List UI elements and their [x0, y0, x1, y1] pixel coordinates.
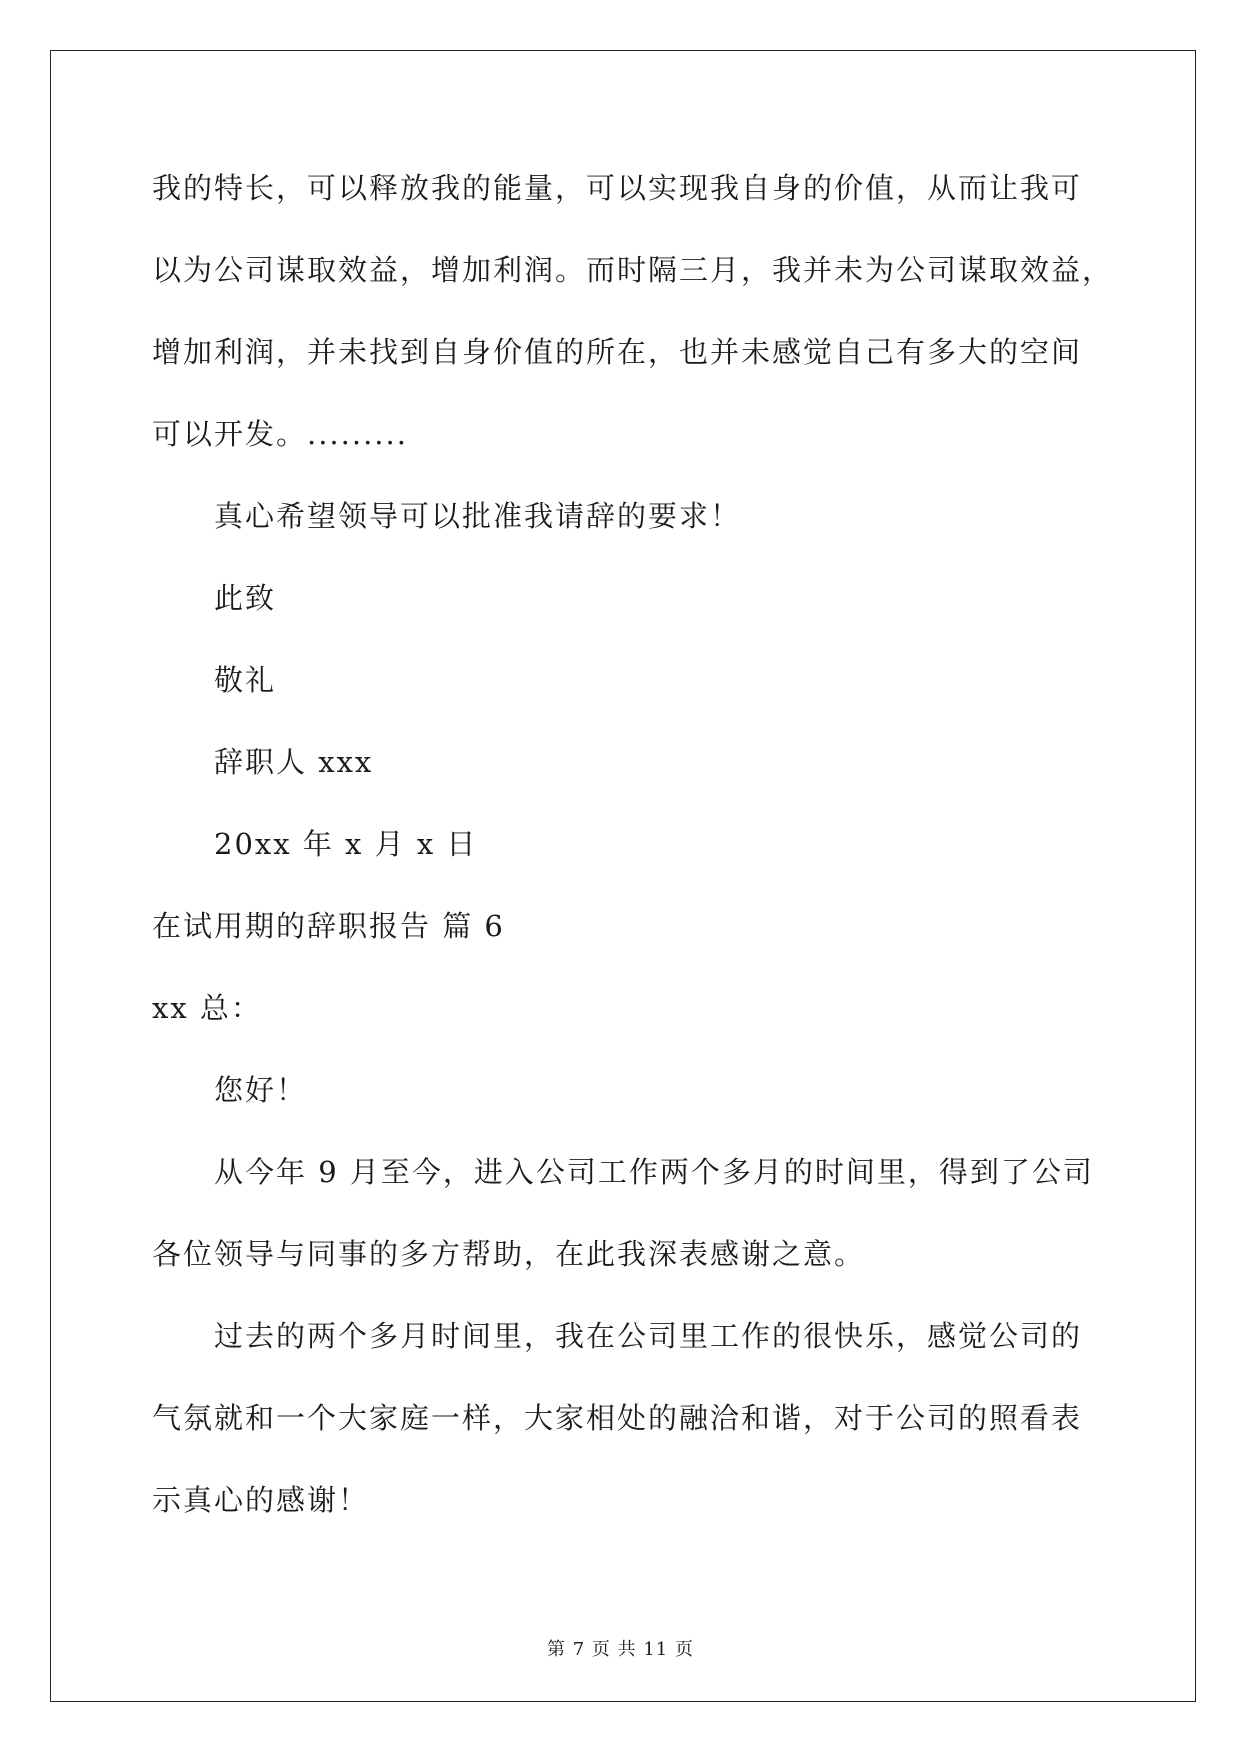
body-line: 各位领导与同事的多方帮助，在此我深表感谢之意。 [152, 1237, 866, 1271]
date-line: 20xx 年 x 月 x 日 [214, 827, 478, 861]
greeting-line: 您好！ [214, 1073, 308, 1107]
body-line: 示真心的感谢！ [152, 1483, 370, 1517]
page-number-footer: 第 7 页 共 11 页 [547, 1639, 694, 1660]
body-line: 我的特长，可以释放我的能量，可以实现我自身的价值，从而让我可 [152, 171, 1083, 205]
body-line: 气氛就和一个大家庭一样，大家相处的融洽和谐，对于公司的照看表 [152, 1401, 1083, 1435]
addressee-line: xx 总： [152, 991, 262, 1025]
section-heading: 在试用期的辞职报告 篇 6 [152, 909, 505, 943]
body-line: 过去的两个多月时间里，我在公司里工作的很快乐，感觉公司的 [214, 1319, 1083, 1353]
salutation-respect: 敬礼 [214, 663, 277, 697]
body-line: 可以开发。......... [152, 417, 408, 451]
signature-line: 辞职人 xxx [214, 745, 374, 779]
body-line: 增加利润，并未找到自身价值的所在，也并未感觉自己有多大的空间 [152, 335, 1083, 369]
page-border [50, 50, 1196, 1702]
salutation-closing: 此致 [214, 581, 277, 615]
body-line: 从今年 9 月至今，进入公司工作两个多月的时间里，得到了公司 [214, 1155, 1094, 1189]
body-line: 真心希望领导可以批准我请辞的要求！ [214, 499, 742, 533]
body-line: 以为公司谋取效益，增加利润。而时隔三月，我并未为公司谋取效益， [152, 253, 1114, 287]
